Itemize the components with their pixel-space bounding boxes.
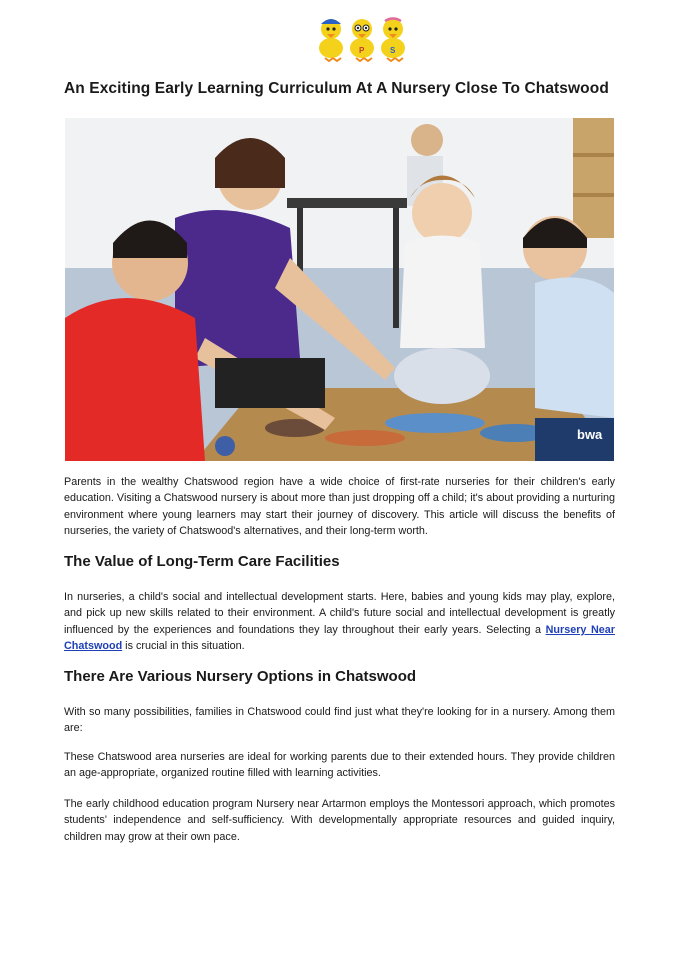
nursery-near-chatswood-link[interactable]: Nursery Near Chatswood bbox=[64, 623, 615, 653]
section1-paragraph bbox=[64, 589, 615, 655]
section1-text-before-link: In nurseries, a child's social and intellectual development starts. Here, babies and young kids may play, explore, and pick up new skills related to their environment. A child's future social and intellectual development is greatly influenced by the experiences and foundations they lay throughout their early years. Selecting a bbox=[64, 591, 615, 636]
three-ducklings-logo-icon bbox=[313, 12, 411, 62]
article-title: An Exciting Early Learning Curriculum At A Nursery Close To Chatswood bbox=[64, 80, 609, 97]
section-heading-options: There Are Various Nursery Options in Chatswood bbox=[64, 668, 417, 685]
section2-paragraph-3: The early childhood education program Nursery near Artarmon employs the Montessori approach, which promotes students' independence and self-sufficiency. With developmentally appropriate resources and guided inquiry, children may grow at their own pace. bbox=[64, 798, 615, 843]
logo-letter-p: P bbox=[359, 46, 365, 55]
section2-paragraph-1: With so many possibilities, families in Chatswood could find just what they're looking for in a nursery. Among them are: bbox=[64, 706, 615, 735]
section-heading-value: The Value of Long-Term Care Facilities bbox=[64, 553, 340, 570]
children-playing-puzzle-photo bbox=[65, 118, 614, 461]
shirt-print-text: bwa bbox=[577, 427, 603, 442]
section2-paragraph-2: These Chatswood area nurseries are ideal for working parents due to their extended hours. They provide children an age-appropriate, organized routine filled with learning activities. bbox=[64, 751, 615, 780]
logo-letter-s: S bbox=[390, 46, 396, 55]
intro-paragraph: Parents in the wealthy Chatswood region have a wide choice of first-rate nurseries for their children's early education. Visiting a Chatswood nursery is about more than just dropping off a child; it's about providing a nurturing environment where young learners may start their journey of discovery. This article will discuss the benefits of nurseries, the variety of Chatswood's alternatives, and their long-term worth. bbox=[64, 476, 615, 538]
section1-text-after-link: is crucial in this situation. bbox=[122, 640, 245, 653]
